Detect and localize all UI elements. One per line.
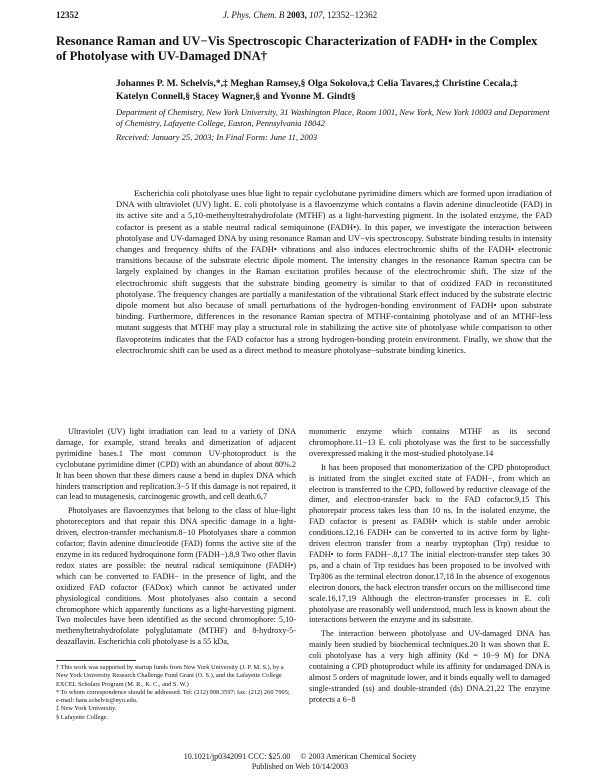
- footnote-funding: † This work was supported by startup funds from New York University (J. P. M. S.), by a New York University Research Challenge Fund Grant (O. S.), and the Lafayette College EXCEL Scholars Program (M. R., K. C., and S. W.): [56, 664, 284, 688]
- footnotes: [56, 664, 296, 722]
- author-list: Johannes P. M. Schelvis,*,‡ Meghan Ramsey,§ Olga Sokolova,‡ Celia Tavares,‡ Christine Cecala,‡ Katelyn Connell,§ Stacey Wagner,§ and Yvonne M. Gindt§: [116, 78, 518, 102]
- affiliations: Department of Chemistry, New York University, 31 Washington Place, Room 1001, New York, New York 10003 and Department of Chemistry, Lafayette College, Easton, Pennsylvania 18042: [116, 107, 550, 128]
- abstract: [116, 188, 552, 356]
- journal-pages: 12352−12362: [327, 10, 378, 20]
- received-dates: Received: January 25, 2003; In Final Form: June 11, 2003: [116, 132, 318, 142]
- body-column-left: [56, 427, 296, 651]
- body-paragraph: It has been proposed that monomerization of the CPD photoproduct is initiated from the singlet excited state of FADH−, from which an electron is transferred to the CPD, followed by reductive cleavage of the dimer, and electron-transfer back to the FAD cofactor.9,15 This photorepair process takes less than 10 ns. In the isolated enzyme, the FAD cofactor is present as FADH• which is stable under aerobic conditions.12,16 FADH• can be converted to its active form by light-driven electron transfer from a nearby tryptophan (Trp) residue to FADH• to form FADH−.8,17 The initial electron-transfer step takes 30 ps, and a chain of Trp residues has been proposed to be involved with Trp306 as the terminal electron donor.17,18 In the absence of exogenous electron donors, the back electron transfer occurs on the millisecond time scale.16,17,19 Although the electron-transfer processes in E. coli photolyase are reasonably well understood, much less is known about the interactions between the enzyme and its substrate.: [309, 462, 550, 625]
- abstract-text: Escherichia coli photolyase uses blue light to repair cyclobutane pyrimidine dimers which are formed upon irradiation of DNA with ultraviolet (UV) light. E. coli photolyase is a flavoenzyme which contains a flavin adenine dinucleotide (FAD) in its active site and a 5,10-methenyltetrahydrofolate (MTHF) as a light-harvesting pigment. In the isolated enzyme, the FAD cofactor is present as a stable neutral radical semiquinone (FADH•). In this paper, we investigate the interaction between photolyase and UV-damaged DNA by using resonance Raman and UV−vis spectroscopy. Substrate binding results in intensity changes and frequency shifts of the FADH• vibrations and also induces electrochromic shifts of the FADH• electronic transitions because of the substrate electric dipole moment. The intensity changes in the resonance Raman spectra can be largely explained by changes in the Raman excitation profiles because of the electrochromic shift. The size of the electrochromic shift suggests that the substrate binding geometry is similar to that of oxidized FAD in reconstituted photolyase. The frequency changes are partially a manifestation of the vibrational Stark effect induced by the substrate electric dipole moment but also because of small perturbations of the hydrogen-bonding environment of FADH• upon substrate binding. Furthermore, differences in the resonance Raman spectra of MTHF-containing photolyase and of an MTHF-less mutant suggests that MTHF may play a structural role in stabilizing the active site of photolyase while comparison to other flavoproteins indicates that the FAD cofactor has a strong hydrogen-bonding protein environment. Finally, we show that the electrochromic shift can be used as a direct method to measure photolyase−substrate binding kinetics.: [116, 188, 552, 355]
- body-column-right: [309, 427, 550, 709]
- page-footer: [0, 752, 600, 772]
- body-paragraph: The interaction between photolyase and UV-damaged DNA has mainly been studied by biochemical techniques.20 It was shown that E. coli photolyase has a very high affinity (Kd = 10−9 M) for DNA containing a CPD photoproduct while its affinity for undamaged DNA is almost 5 orders of magnitude lower, and it binds equally well to damaged single-stranded (ss) and double-stranded (ds) DNA.21,22 The enzyme protects a 6−8: [309, 629, 550, 704]
- footnote-rule: [56, 660, 136, 661]
- journal-volume: 107,: [309, 10, 325, 20]
- footnote-affiliation-nyu: ‡ New York University.: [56, 705, 117, 713]
- body-paragraph: monomeric enzyme which contains MTHF as its second chromophore.11−13 E. coli photolyase was the first to be successfully overexpressed making it the most-studied photolyase.14: [309, 427, 550, 458]
- body-paragraph: Photolyases are flavoenzymes that belong to the class of blue-light photoreceptors and that repair this DNA specific damage in a light-driven, electron-transfer mechanism.8−10 Photolyases share a common cofactor; flavin adenine dinucleotide (FAD) forms the active site of the enzyme in its reduced hydroquinone form (FADH−).8,9 Two other flavin redox states are possible: the neutral radical semiquinone (FADH•) which can be converted to FADH− in the presence of light, and the oxidized FAD cofactor (FADox) which cannot be activated under physiological conditions. Most photolyases also contain a second chromophore which apparently functions as a light-harvesting pigment. Two molecules have been identified as the second chromophore: 5,10-methenyltetrahydrofolate polyglutamate (MTHF) and 8-hydroxy-5-deazaflavin. Escherichia coli photolyase is a 55 kDa,: [56, 506, 296, 647]
- footnote-affiliation-lafayette: § Lafayette College.: [56, 713, 108, 721]
- footnote-correspondence: * To whom correspondence should be addressed. Tel: (212) 998.3597; fax: (212) 260 7905; e-mail: hans.schelvis@nyu.edu.: [56, 688, 290, 705]
- article-title: Resonance Raman and UV−Vis Spectroscopic Characterization of FADH• in the Complex of Photolyase with UV-Damaged DNA†: [56, 34, 538, 63]
- body-paragraph: Ultraviolet (UV) light irradiation can lead to a variety of DNA damage, for example, strand breaks and dimerization of adjacent pyrimidine bases.1 The most common UV-photoproduct is the cyclobutane pyrimidine dimer (CPD) with an abundance of about 80%.2 It has been shown that these dimers cause a bend in duplex DNA which hinders transcription and replication.3−5 If this damage is not repaired, it can lead to mutagenesis, carcinogenic growth, and cell death.6,7: [56, 427, 296, 502]
- journal-year: 2003,: [286, 10, 307, 20]
- page-number: 12352: [56, 10, 79, 20]
- doi-copyright: 10.1021/jp0342091 CCC: $25.00 © 2003 American Chemical Society: [183, 752, 417, 761]
- running-header: [0, 10, 600, 20]
- journal-name: J. Phys. Chem. B: [222, 10, 285, 20]
- publication-date: Published on Web 10/14/2003: [251, 762, 349, 771]
